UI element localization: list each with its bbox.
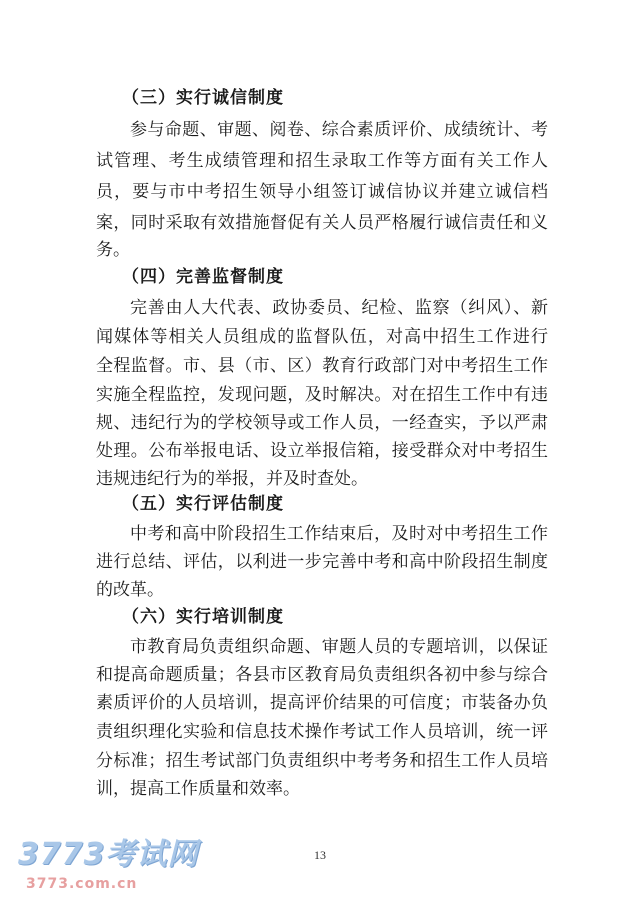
section-6-heading: （六）实行培训制度: [122, 607, 284, 627]
section-3-line-1: 参与命题、审题、阅卷、综合素质评价、成绩统计、考: [130, 120, 548, 140]
section-6-line-5: 分标准；招生考试部门负责组织中考考务和招生工作人员培: [96, 751, 548, 771]
section-4-line-1: 完善由人大代表、政协委员、纪检、监察（纠风）、新: [130, 298, 548, 318]
section-4-heading: （四）完善监督制度: [122, 267, 284, 287]
section-3-line-2: 试管理、考生成绩管理和招生录取工作等方面有关工作人: [96, 151, 548, 171]
section-6-line-3: 素质评价的人员培训，提高评价结果的可信度；市装备办负: [96, 693, 548, 713]
section-4-line-3: 全程监督。市、县（市、区）教育行政部门对中考招生工作: [96, 356, 548, 376]
section-4-line-7: 违规违纪行为的举报，并及时查处。: [96, 469, 368, 489]
section-5-line-1: 中考和高中阶段招生工作结束后，及时对中考招生工作: [130, 524, 548, 544]
section-3-line-5: 务。: [96, 240, 130, 260]
section-6-line-2: 和提高命题质量；各县市区教育局负责组织各初中参与综合: [96, 665, 548, 685]
section-5-line-2: 进行总结、评估，以利进一步完善中考和高中阶段招生制度: [96, 552, 548, 572]
section-4-line-2: 闻媒体等相关人员组成的监督队伍，对高中招生工作进行: [96, 327, 548, 347]
watermark-main-text: 3773考试网: [18, 837, 199, 872]
section-4-line-6: 处理。公布举报电话、设立举报信箱，接受群众对中考招生: [96, 441, 548, 461]
page-number: 13: [314, 848, 326, 862]
section-3-heading: （三）实行诚信制度: [122, 88, 284, 108]
section-4-line-5: 规、违纪行为的学校领导或工作人员，一经查实，予以严肃: [96, 413, 548, 433]
section-5-heading: （五）实行评估制度: [122, 494, 284, 514]
section-3-line-3: 员，要与市中考招生领导小组签订诚信协议并建立诚信档: [96, 182, 548, 202]
site-watermark-logo: [18, 838, 208, 898]
section-3-line-4: 案，同时采取有效措施督促有关人员严格履行诚信责任和义: [96, 213, 548, 233]
section-6-line-1: 市教育局负责组织命题、审题人员的专题培训，以保证: [130, 637, 548, 657]
section-5-line-3: 的改革。: [96, 580, 164, 600]
section-4-line-4: 实施全程监控，发现问题，及时解决。对在招生工作中有违: [96, 385, 548, 405]
section-6-line-4: 责组织理化实验和信息技术操作考试工作人员培训，统一评: [96, 722, 548, 742]
section-6-line-6: 训，提高工作质量和效率。: [96, 779, 300, 799]
watermark-sub-text: 3773.com.cn: [26, 876, 138, 892]
